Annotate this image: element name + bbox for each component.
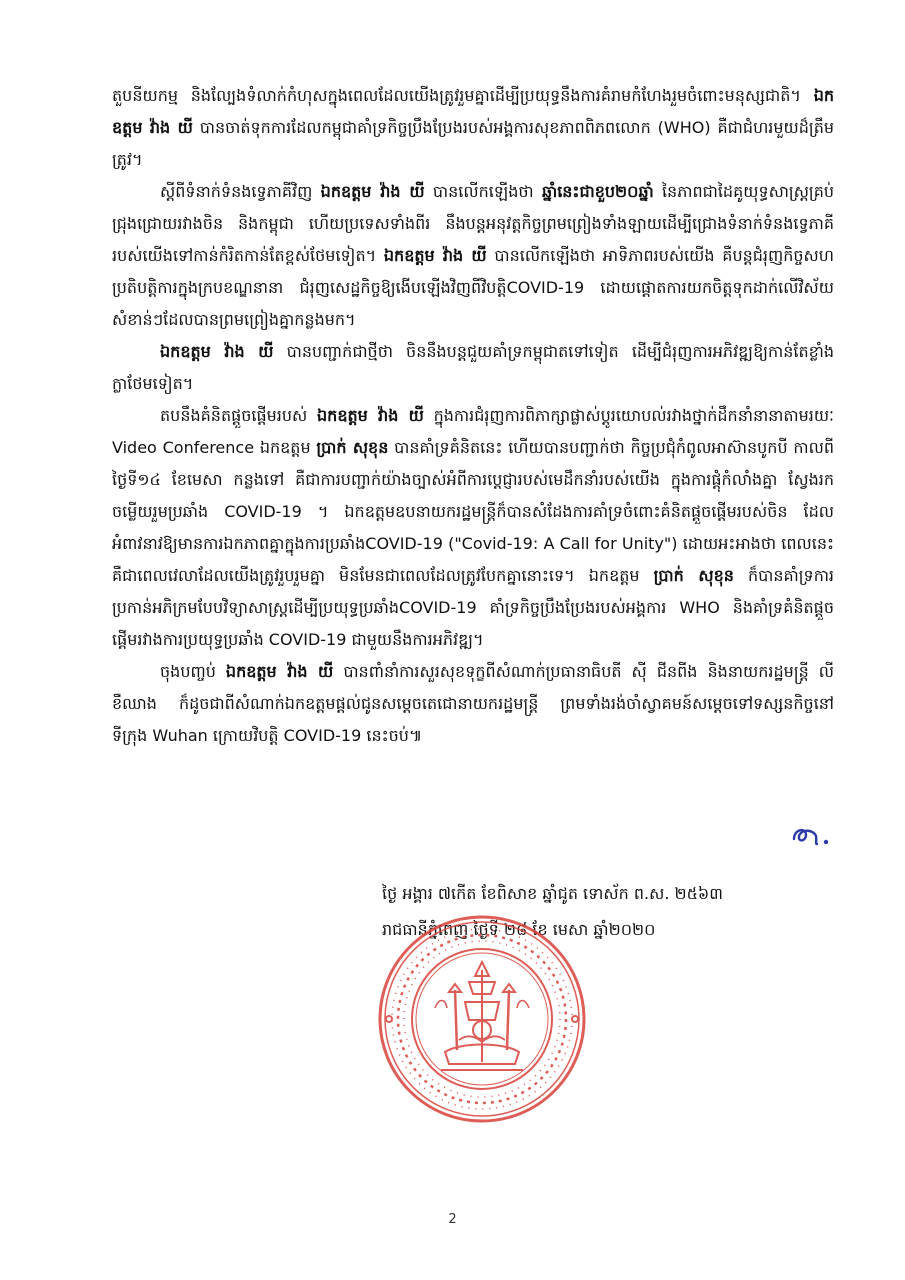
text-run: បានលើកឡើងថា	[424, 182, 542, 201]
document-body	[112, 80, 834, 752]
text-run: ស្តីពីទំនាក់ទំនងទ្វេភាគីវិញ	[160, 182, 321, 201]
paragraph-2	[112, 176, 834, 336]
paragraph-5	[112, 656, 834, 752]
ministry-seal-stamp	[375, 912, 589, 1126]
text-run: បានពាំនាំការសួរសុខទុក្ខពីសំណាក់ប្រធានាធិបតី ស៊ី ជីនពីង និងនាយករដ្ឋមន្ត្រី លី ខឺឈាង ក៏ដូចជាពីសំណាក់ឯកឧត្តមផ្តល់ជូនសម្តេចតេជោនាយករដ្ឋមន្ត្រី ព្រមទាំងរង់ចាំស្វាគមន៍សម្តេចទៅទស្សនកិច្ចនៅទីក្រុង Wuhan ក្រោយវិបត្តិ COVID-19 នេះចប់៕	[112, 662, 835, 745]
bold-name-run: ប្រាក់ សុខុន	[653, 566, 734, 585]
bold-name-run: ឯកឧត្តម វ៉ាង យី	[383, 246, 487, 265]
text-run: តួបនីយកម្ម និងល្បែងទំលាក់កំហុសក្នុងពេលដែលយើងត្រូវរួមគ្នាដើម្បីប្រយុទ្ធនឹងការគំរាមកំហែងរួមចំពោះមនុស្សជាតិ។	[112, 86, 814, 105]
bold-name-run: ប្រាក់ សុខុន	[316, 438, 389, 457]
page-number: 2	[448, 1212, 457, 1227]
paragraph-3	[112, 336, 834, 400]
paragraph-4	[112, 400, 834, 656]
paragraph-1	[112, 80, 834, 176]
date-solar: រាជធានីភ្នំពេញ ថ្ងៃទី ២៨ ខែ មេសា ឆ្នាំ២០២០	[382, 920, 656, 939]
text-run: បានបញ្ជាក់ជាថ្មីថា ចិននឹងបន្តជួយគាំទ្រកម្ពុជាតទៅទៀត ដើម្បីជំរុញការអភិវឌ្ឍឱ្យកាន់តែខ្លាំងក្លាថែមទៀត។	[112, 342, 835, 393]
bold-name-run: ឆ្នាំនេះជាខួប២០ឆ្នាំ	[541, 182, 654, 201]
text-run: តបនឹងគំនិតផ្តួចផ្តើមរបស់	[160, 406, 318, 425]
text-run: ក្នុងការជំរុញការពិភាក្សាផ្លាស់ប្តូរយោបល់រវាងថ្នាក់ដឹកនាំនានាតាមរយៈ Video Conference ឯកឧត្តម	[112, 406, 834, 457]
bold-name-run: ឯកឧត្តម វ៉ាង យី	[112, 86, 834, 137]
handwritten-initial-mark	[790, 822, 834, 848]
bold-name-run: ឯកឧត្តម វ៉ាង យី	[317, 406, 424, 425]
text-run: បានគាំទ្រគំនិតនេះ ហើយបានបញ្ជាក់ថា កិច្ចប្រជុំកំពូលអាស៊ានបូកបី កាលពីថ្ងៃទី១៤ ខែមេសា កន្លងទៅ គឺជាការបញ្ជាក់យ៉ាងច្បាស់អំពីការប្តេជ្ញារបស់មេដឹកនាំរបស់យើង ក្នុងការផ្តុំកំលាំងគ្នា ស្វែងរកចម្លើយរួមប្រឆាំង COVID-19 ។ ឯកឧត្តមឧបនាយករដ្ឋមន្ត្រីក៏បានសំដែងការគាំទ្រចំពោះគំនិតផ្តួចផ្តើមរបស់ចិន ដែលអំពាវនាវឱ្យមានការឯកភាពគ្នាក្នុងការប្រឆាំងCOVID-19 ("Covid-19: A Call for Unity") ដោយអះអាងថា ពេលនេះ គឺជាពេលវេលាដែលយើងត្រូវរួបរួមគ្នា មិនមែនជាពេលដែលត្រូវបែកគ្នានោះទេ។ ឯកឧត្តម	[112, 438, 835, 585]
text-run: ក៏បានគាំទ្រការប្រកាន់អភិក្រមបែបវិទ្យាសាស្ត្រដើម្បីប្រយុទ្ធប្រឆាំងCOVID-19 គាំទ្រកិច្ចប្រឹងប្រែងរបស់អង្គការ WHO និងគាំទ្រគំនិតផ្តួចផ្តើមរវាងការប្រយុទ្ធប្រឆាំង COVID-19 ជាមួយនឹងការអភិវឌ្ឍ។	[112, 566, 835, 649]
text-run: ចុងបញ្ចប់	[160, 662, 226, 681]
text-run: នៃភាពជាដៃគូយុទ្ធសាស្ត្រគ្រប់ជ្រុងជ្រោយរវាងចិន និងកម្ពុជា ហើយប្រទេសទាំងពីរ នឹងបន្តអនុវត្តកិច្ចព្រមព្រៀងទាំងឡាយដើម្បីជ្រោងទំនាក់ទំនងទ្វេភាគីរបស់យើងទៅកាន់កំរិតកាន់តែខ្ពស់ថែមទៀត។	[112, 182, 835, 265]
date-lunar: ថ្ងៃ អង្គារ ៧កើត ខែពិសាខ ឆ្នាំជូត ទោស័ក ព.ស. ២៥៦៣	[382, 884, 723, 903]
bold-name-run: ឯកឧត្តម វ៉ាង យី	[160, 342, 274, 361]
text-run: បានចាត់ទុកការដែលកម្ពុជាគាំទ្រកិច្ចប្រឹងប្រែងរបស់អង្គការសុខភាពពិភពលោក (WHO) គឺជាជំហរមួយដ៏ត្រឹមត្រូវ។	[112, 118, 835, 169]
bold-name-run: ឯកឧត្តម វ៉ាង យី	[225, 662, 334, 681]
text-run: បានលើកឡើងថា អាទិភាពរបស់យើង គឺបន្តជំរុញកិច្ចសហប្រតិបត្តិការក្នុងក្របខណ្ឌនានា ជំរុញសេដ្ឋកិច្ចឱ្យងើបឡើងវិញពីវិបត្តិCOVID-19 ដោយផ្តោតការយកចិត្តទុកដាក់លើវិស័យសំខាន់ៗដែលបានព្រមព្រៀងគ្នាកន្លងមក។	[112, 246, 835, 329]
bold-name-run: ឯកឧត្តម វ៉ាង យី	[320, 182, 425, 201]
